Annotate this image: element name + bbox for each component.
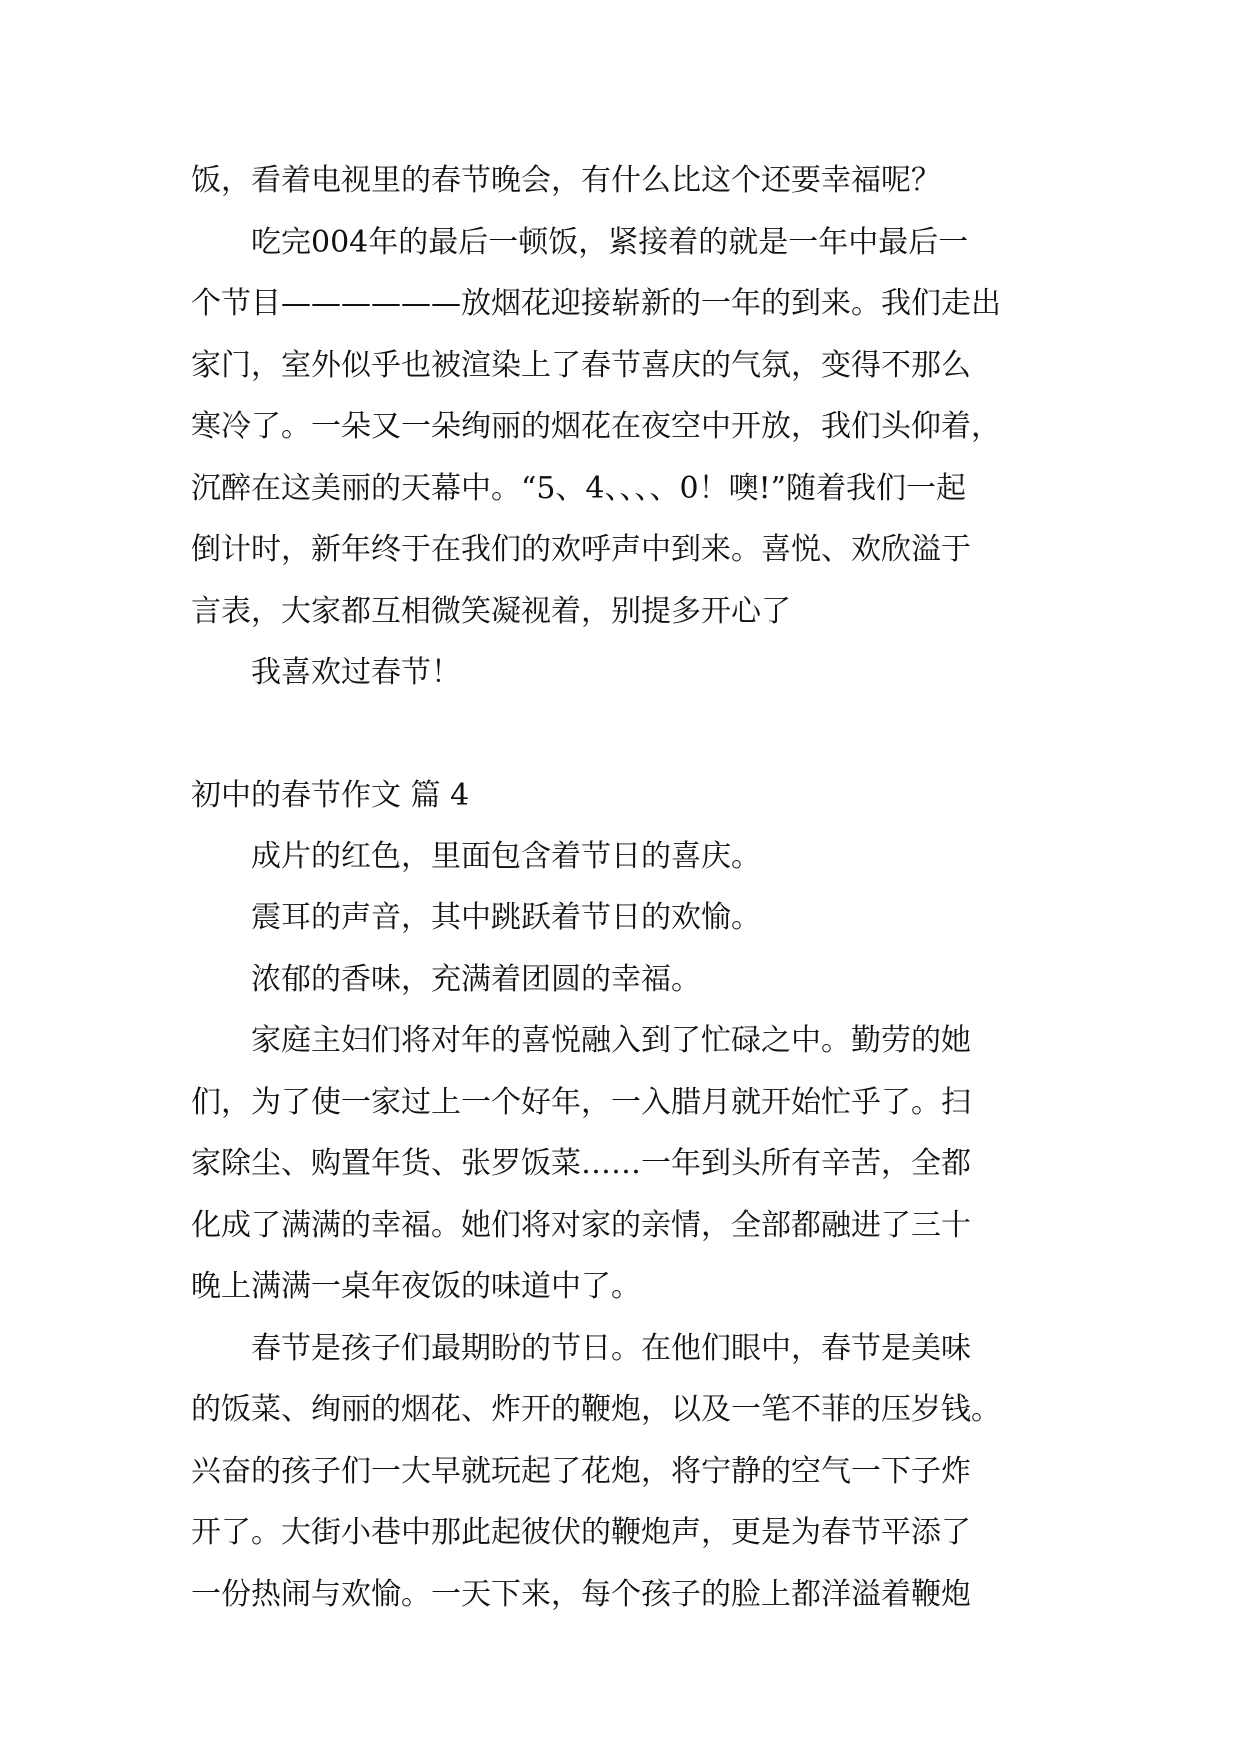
text-line: 开了。大街小巷中那此起彼伏的鞭炮声，更是为春节平添了 bbox=[191, 1515, 971, 1550]
text-line: 的饭菜、绚丽的烟花、炸开的鞭炮，以及一笔不菲的压岁钱。 bbox=[191, 1392, 1001, 1427]
paragraph-start: 浓郁的香味，充满着团圆的幸福。 bbox=[251, 961, 701, 997]
text-line: 晚上满满一桌年夜饭的味道中了。 bbox=[191, 1269, 641, 1304]
text-line: 们，为了使一家过上一个好年，一入腊月就开始忙乎了。扫 bbox=[191, 1084, 971, 1120]
section-heading: 初中的春节作文 篇 4 bbox=[191, 777, 470, 813]
text-line: 兴奋的孩子们一大早就玩起了花炮，将宁静的空气一下子炸 bbox=[191, 1453, 971, 1489]
text-line: 饭，看着电视里的春节晚会，有什么比这个还要幸福呢？ bbox=[191, 163, 941, 198]
paragraph-start: 震耳的声音，其中跳跃着节日的欢愉。 bbox=[251, 900, 761, 935]
document-page bbox=[191, 150, 1051, 1625]
text-line: 一份热闹与欢愉。一天下来，每个孩子的脸上都洋溢着鞭炮 bbox=[191, 1576, 971, 1612]
text-line: 倒计时，新年终于在我们的欢呼声中到来。喜悦、欢欣溢于 bbox=[191, 532, 971, 567]
text-line: 沉醉在这美丽的天幕中。“5、4、、、、0！噢!”随着我们一起 bbox=[191, 470, 966, 506]
text-line: 家除尘、购置年货、张罗饭菜……一年到头所有辛苦，全都 bbox=[191, 1146, 971, 1181]
text-line: 家门，室外似乎也被渲染上了春节喜庆的气氛，变得不那么 bbox=[191, 347, 971, 383]
paragraph-start: 吃完004年的最后一顿饭，紧接着的就是一年中最后一 bbox=[251, 224, 969, 260]
text-line: 言表，大家都互相微笑凝视着，别提多开心了 bbox=[191, 593, 791, 629]
paragraph-start: 春节是孩子们最期盼的节日。在他们眼中，春节是美味 bbox=[251, 1330, 971, 1366]
paragraph-start: 家庭主妇们将对年的喜悦融入到了忙碌之中。勤劳的她 bbox=[251, 1023, 971, 1058]
paragraph-start: 成片的红色，里面包含着节日的喜庆。 bbox=[251, 838, 761, 874]
text-line: 寒冷了。一朵又一朵绚丽的烟花在夜空中开放，我们头仰着， bbox=[191, 409, 1001, 444]
paragraph-start: 我喜欢过春节！ bbox=[251, 655, 461, 690]
text-line: 个节目——————放烟花迎接崭新的一年的到来。我们走出 bbox=[191, 286, 1001, 321]
text-line: 化成了满满的幸福。她们将对家的亲情，全部都融进了三十 bbox=[191, 1207, 971, 1243]
section-gap bbox=[191, 704, 1051, 766]
